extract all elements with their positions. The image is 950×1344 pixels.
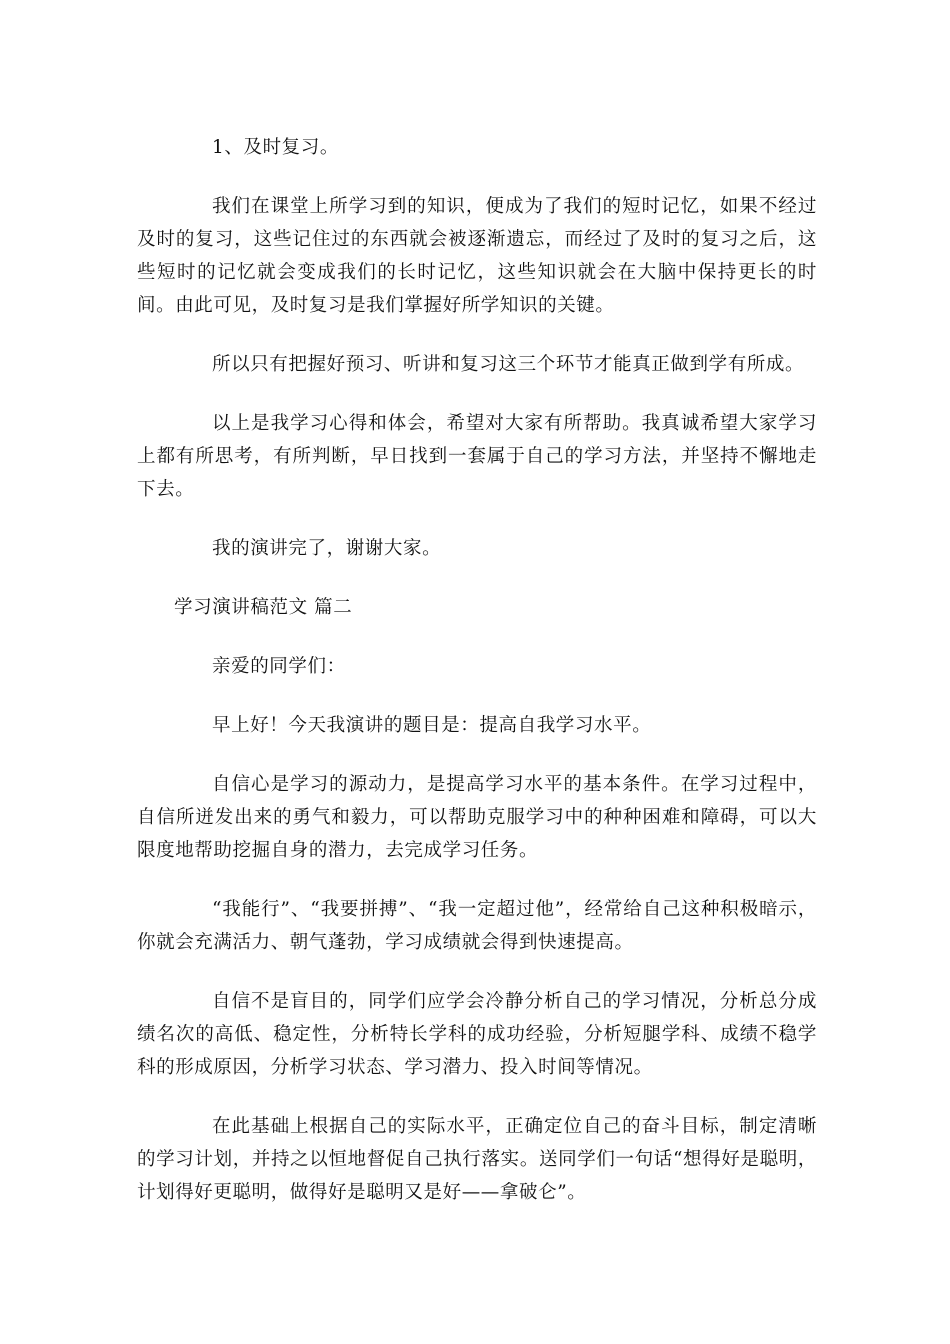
paragraph-topic: 早上好！今天我演讲的题目是：提高自我学习水平。 — [212, 715, 652, 736]
paragraph-confidence: 自信心是学习的源动力，是提高学习水平的基本条件。在学习过程中，自信所迸发出来的勇气和毅力，可以帮助克服学习中的种种困难和障碍，可以大限度地帮助挖掘自身的潜力，去完成学习任务。 — [137, 774, 817, 861]
paragraph-analysis: 自信不是盲目的，同学们应学会冷静分析自己的学习情况，分析总分成绩名次的高低、稳定性，分析特长学科的成功经验，分析短腿学科、成绩不稳学科的形成原因，分析学习状态、学习潜力、投入时间等情况。 — [137, 991, 817, 1078]
paragraph-closing-hope: 以上是我学习心得和体会，希望对大家有所帮助。我真诚希望大家学习上都有所思考，有所判断，早日找到一套属于自己的学习方法，并坚持不懈地走下去。 — [137, 413, 817, 500]
paragraph-three-steps: 所以只有把握好预习、听讲和复习这三个环节才能真正做到学有所成。 — [212, 354, 805, 375]
document-body — [137, 131, 817, 1235]
paragraph-thanks: 我的演讲完了，谢谢大家。 — [212, 538, 442, 559]
paragraph-review-heading: 1、及时复习。 — [212, 137, 339, 158]
paragraph-greeting: 亲爱的同学们： — [212, 656, 346, 677]
section-title-part-two: 学习演讲稿范文 篇二 — [174, 597, 353, 618]
paragraph-self-talk: “我能行”、“我要拼搏”、“我一定超过他”，经常给自己这种积极暗示，你就会充满活力、朝气蓬勃，学习成绩就会得到快速提高。 — [137, 899, 817, 953]
paragraph-review-detail: 我们在课堂上所学习到的知识，便成为了我们的短时记忆，如果不经过及时的复习，这些记住过的东西就会被逐渐遗忘，而经过了及时的复习之后，这些短时的记忆就会变成我们的长时记忆，这些知识就会在大脑中保持更长的时间。由此可见，及时复习是我们掌握好所学知识的关键。 — [137, 196, 817, 316]
paragraph-plan: 在此基础上根据自己的实际水平，正确定位自己的奋斗目标，制定清晰的学习计划，并持之以恒地督促自己执行落实。送同学们一句话“想得好是聪明，计划得好更聪明，做得好是聪明又是好——拿破仑”。 — [137, 1116, 817, 1203]
